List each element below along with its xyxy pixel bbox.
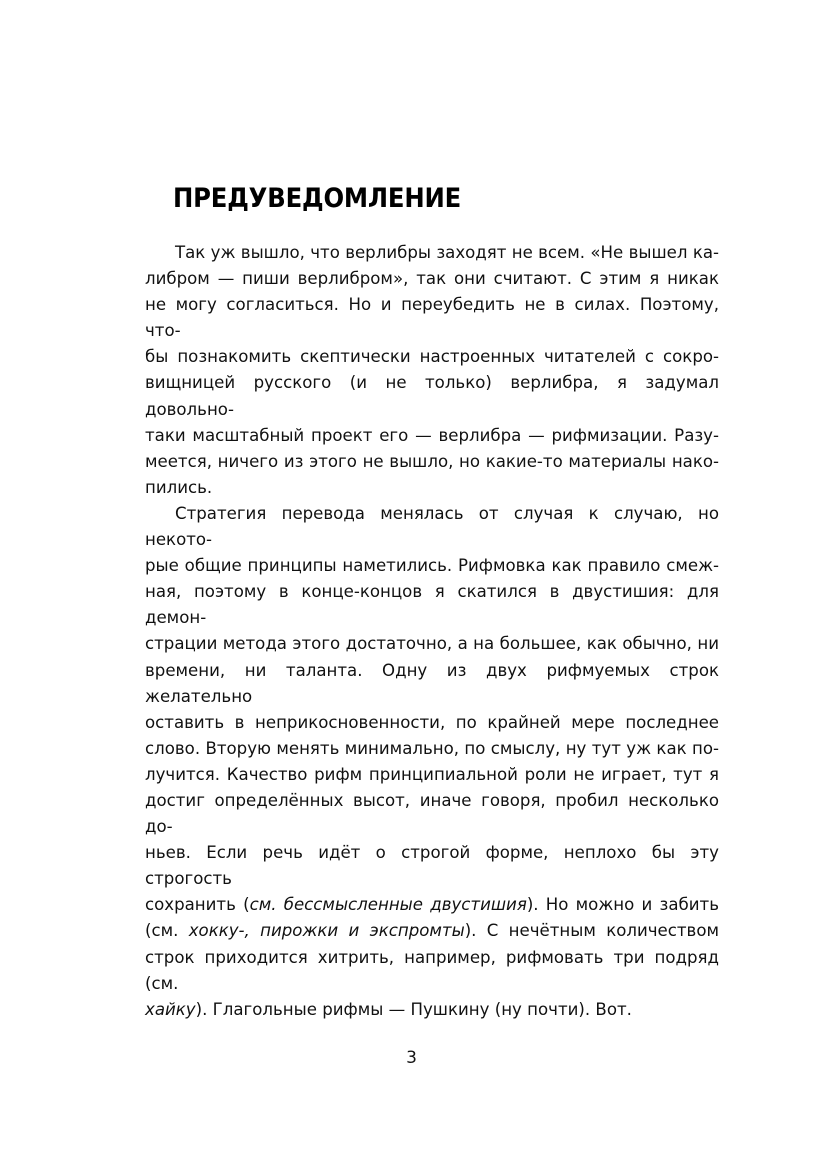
text-line: времени, ни таланта. Одну из двух рифмуемых строк желательно <box>145 660 725 706</box>
text-line: меется, ничего из этого не вышло, но какие-то материалы нако- <box>145 451 719 471</box>
italic-reference: см. бессмысленные двустишия <box>249 895 527 915</box>
text-line: оставить в неприкосновенности, по крайней мере последнее <box>145 712 719 732</box>
text-line: рые общие принципы наметились. Рифмовка как правило смеж- <box>145 556 719 576</box>
page-title: ПРЕДУВЕДОМЛЕНИЕ <box>173 183 462 214</box>
text-line: достиг определённых высот, иначе говоря, пробил несколько до- <box>145 790 725 837</box>
italic-reference: хайку <box>145 999 196 1019</box>
text-line: лучится. Качество рифм принципиальной роли не играет, тут я <box>145 764 719 784</box>
text-line-italic-ref-1: сохранить (см. бессмысленные двустишия). Но можно и забить <box>145 895 719 915</box>
paragraph-2 <box>145 501 725 1023</box>
paragraph-1 <box>145 240 725 501</box>
text-line: Так уж вышло, что верлибры заходят не всем. «Не вышел ка- <box>175 243 719 262</box>
text-line: таки масштабный проект его — верлибра — рифмизации. Разу- <box>145 425 719 445</box>
text-line: Стратегия перевода менялась от случая к случаю, но некото- <box>145 503 725 550</box>
text-line-italic-ref-2: (см. хокку-, пирожки и экспромты). С нечётным количеством <box>145 921 720 941</box>
text-line: слово. Вторую менять минимально, по смыслу, ну тут уж как по- <box>145 738 719 758</box>
text-line: ная, поэтому в конце-концов я скатился в двустишия: для демон- <box>145 582 725 628</box>
text-line: страции метода этого достаточно, а на большее, как обычно, ни <box>145 634 719 654</box>
text-line: вищницей русского (и не только) верлибра, я задумал довольно- <box>145 373 725 419</box>
page-number: 3 <box>406 1048 417 1068</box>
italic-reference: хокку-, пирожки и экспромты <box>188 921 465 941</box>
text-line-italic-ref-3: хайку). Глагольные рифмы — Пушкину (ну почти). Вот. <box>145 999 632 1019</box>
text-line: либром — пиши верлибром», так они считают. С этим я никак <box>145 269 719 289</box>
text-line: ньев. Если речь идёт о строгой форме, неплохо бы эту строгость <box>145 843 725 889</box>
text-line: строк приходится хитрить, например, рифмовать три подряд (см. <box>145 947 725 993</box>
text-line: пились. <box>145 477 213 497</box>
text-line: бы познакомить скептически настроенных читателей с сокро- <box>145 347 719 367</box>
body-text <box>145 240 725 1023</box>
text-line: не могу согласиться. Но и переубедить не в силах. Поэтому, что- <box>145 295 725 341</box>
